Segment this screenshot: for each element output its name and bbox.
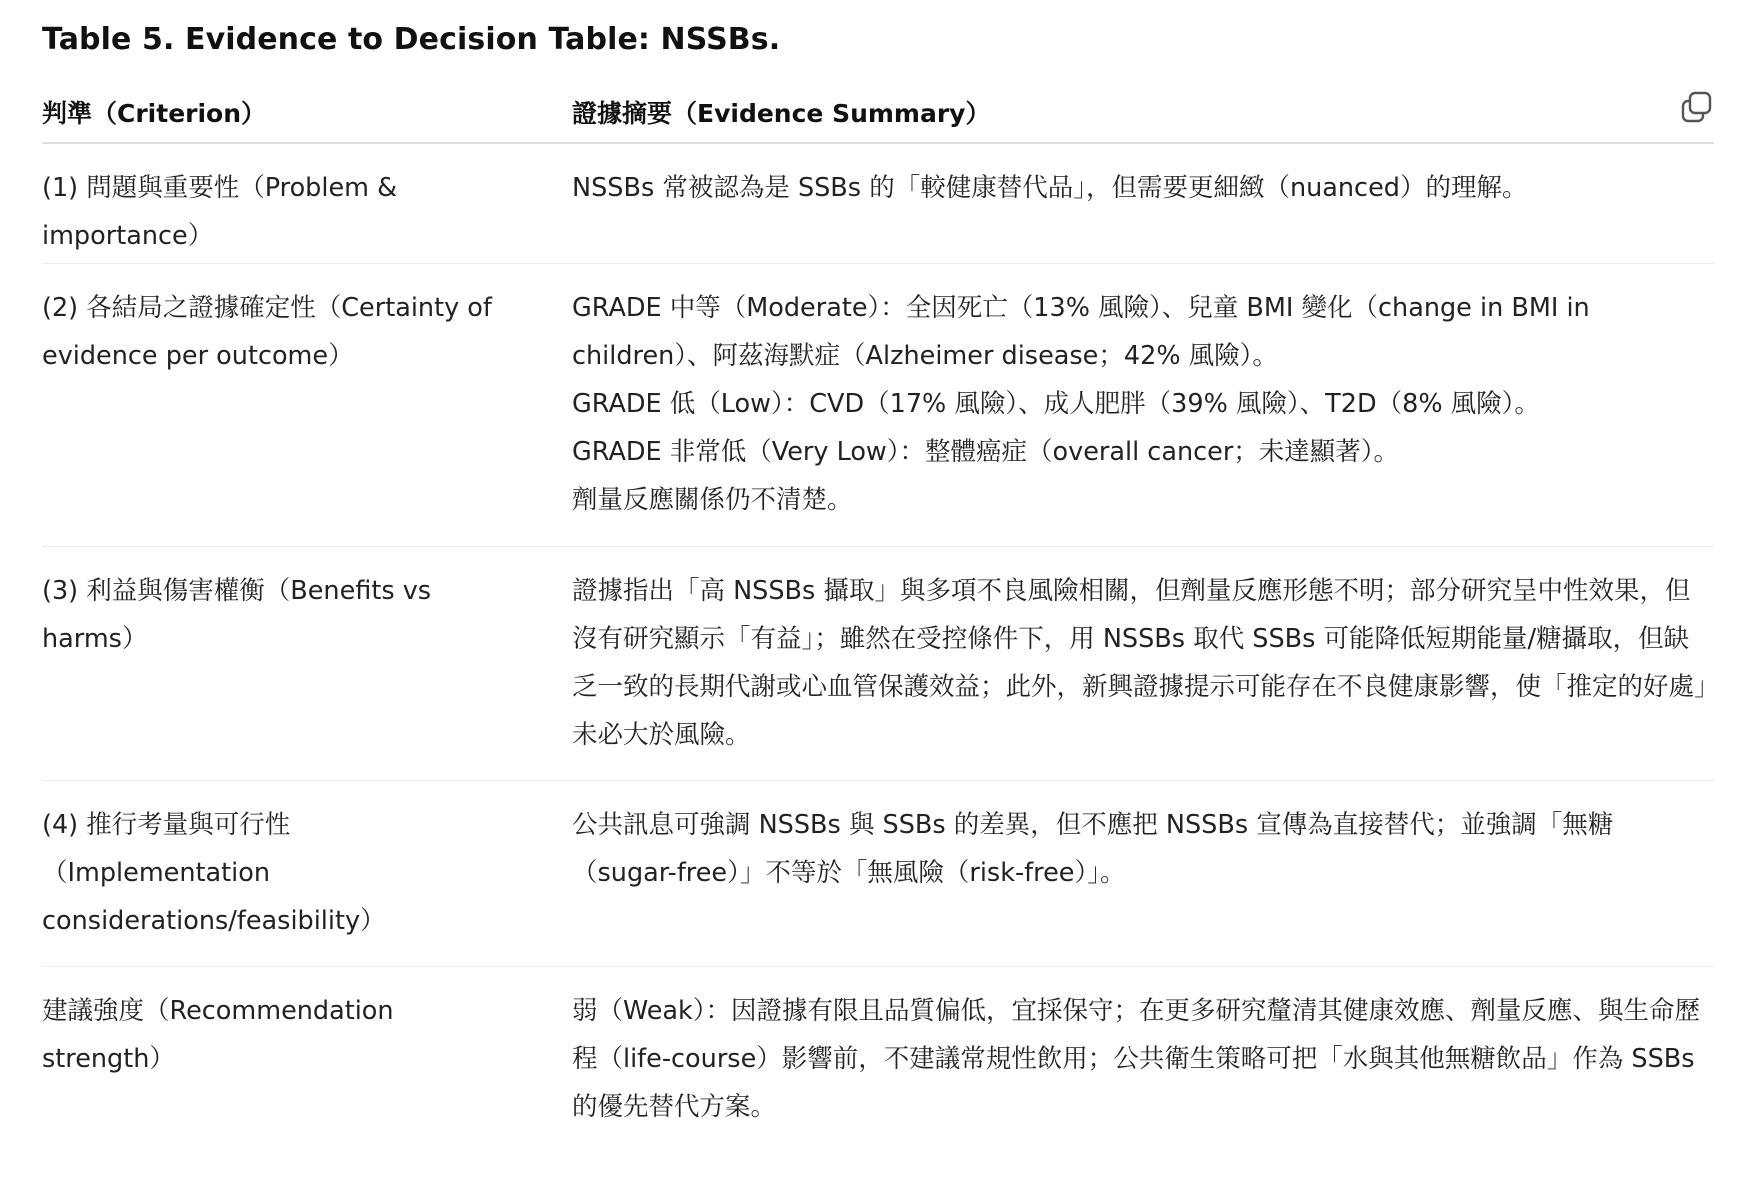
criterion-cell: (4) 推行考量與可行性（Implementation considerations/feasibility）: [42, 810, 386, 936]
evidence-cell: [572, 284, 1714, 546]
evidence-cell: [572, 164, 1714, 263]
evidence-line: 證據指出「高 NSSBs 攝取」與多項不良風險相關，但劑量反應形態不明；部分研究呈中性效果，但沒有研究顯示「有益」；雖然在受控條件下，用 NSSBs 取代 SSBs 可能降低短期能量/糖攝取，但缺乏一致的長期代謝或心血管保護效益；此外，新興證據提示可能存在不良健康影響，使「推定的好處」未必大於風險。: [572, 576, 1707, 750]
copy-icon[interactable]: [1680, 90, 1714, 124]
evidence-cell: [572, 567, 1714, 780]
evidence-line: NSSBs 常被認為是 SSBs 的「較健康替代品」，但需要更細緻（nuanced）的理解。: [572, 173, 1528, 203]
evidence-line: GRADE 低（Low）：CVD（17% 風險）、成人肥胖（39% 風險）、T2D（8% 風險）。: [572, 389, 1540, 419]
evidence-cell: [572, 801, 1714, 966]
criterion-cell: (3) 利益與傷害權衡（Benefits vs harms）: [42, 576, 432, 654]
evidence-line: 劑量反應關係仍不清楚。: [572, 485, 853, 515]
table-title: Table 5. Evidence to Decision Table: NSSBs.: [42, 22, 781, 57]
table-row: [42, 144, 1714, 264]
criterion-cell: (1) 問題與重要性（Problem & importance）: [42, 173, 397, 251]
table-row: [42, 781, 1714, 967]
table-row: [42, 547, 1714, 781]
evidence-line: GRADE 非常低（Very Low）：整體癌症（overall cancer；未達顯著）。: [572, 437, 1400, 467]
evidence-line: 弱（Weak）：因證據有限且品質偏低，宜採保守；在更多研究釐清其健康效應、劑量反應、與生命歷程（life-course）影響前，不建議常規性飲用；公共衛生策略可把「水與其他無糖飲品」作為 SSBs 的優先替代方案。: [572, 996, 1701, 1122]
evidence-line: 公共訊息可強調 NSSBs 與 SSBs 的差異，但不應把 NSSBs 宣傳為直接替代；並強調「無糖（sugar-free）」不等於「無風險（risk-free）」。: [572, 810, 1614, 888]
table-header: [42, 86, 1714, 144]
table-row: [42, 264, 1714, 547]
evidence-cell: [572, 987, 1714, 1153]
criterion-cell: (2) 各結局之證據確定性（Certainty of evidence per outcome）: [42, 293, 492, 371]
evidence-table: [42, 86, 1714, 1153]
header-evidence: 證據摘要（Evidence Summary）: [572, 99, 991, 128]
header-criterion: 判準（Criterion）: [42, 99, 267, 128]
criterion-cell: 建議強度（Recommendation strength）: [42, 996, 394, 1074]
evidence-line: GRADE 中等（Moderate）：全因死亡（13% 風險）、兒童 BMI 變化（change in BMI in children）、阿茲海默症（Alzheimer disease；42% 風險）。: [572, 293, 1590, 371]
table-row: [42, 967, 1714, 1153]
